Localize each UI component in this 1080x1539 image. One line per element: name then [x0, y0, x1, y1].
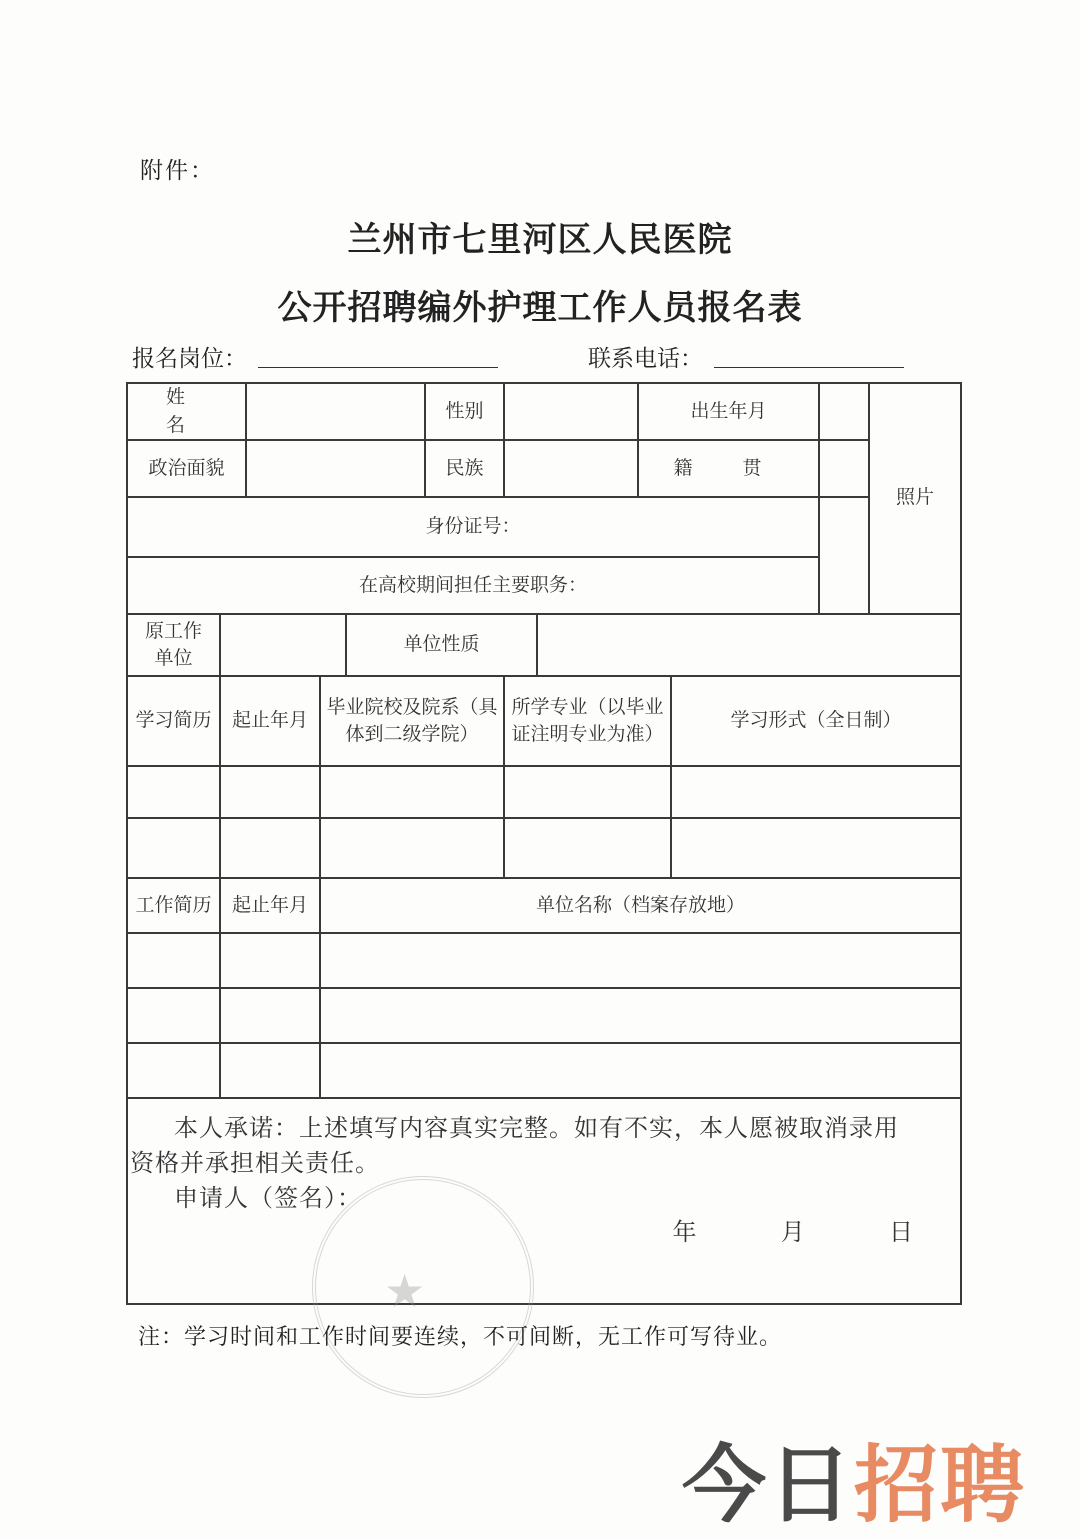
phone-label: 联系电话： — [588, 346, 703, 372]
promise-cell — [127, 1098, 961, 1304]
watermark-text-dark: 今日 — [682, 1436, 855, 1534]
name-label: 姓 名 — [127, 383, 246, 440]
post-label: 报名岗位： — [132, 346, 247, 372]
study-form-cell[interactable] — [671, 766, 961, 818]
title-line-1: 兰州市七里河区人民医院 — [347, 220, 733, 260]
promise-text-1: 本人承诺：上述填写内容真实完整。如有不实，本人愿被取消录用 — [174, 1114, 899, 1143]
watermark-text-accent: 招聘 — [854, 1436, 1027, 1534]
native-place-value-cell[interactable] — [819, 440, 869, 497]
applicant-sign-label[interactable]: 申请人（签名）： — [174, 1183, 362, 1212]
study-period-cell[interactable] — [220, 818, 320, 878]
work-period-cell[interactable] — [220, 988, 320, 1043]
photo-cell[interactable] — [869, 383, 961, 614]
work-row — [127, 933, 961, 988]
native-place-label: 籍 贯 — [638, 440, 819, 497]
major-header: 所学专业（以毕业证注明专业为准） — [504, 676, 671, 766]
date-year: 年 — [672, 1218, 698, 1247]
study-history-label: 学习简历 — [127, 676, 220, 766]
work-history-label: 工作简历 — [127, 878, 220, 933]
school-cell[interactable] — [320, 818, 504, 878]
phone-input-line[interactable] — [714, 366, 904, 368]
politics-value-cell[interactable] — [246, 440, 425, 497]
title-line-2: 公开招聘编外护理工作人员报名表 — [277, 288, 803, 328]
study-cell[interactable] — [127, 766, 220, 818]
registration-form-table — [126, 382, 962, 1305]
school-header: 毕业院校及院系（具体到二级学院） — [320, 676, 504, 766]
politics-label: 政治面貌 — [127, 440, 246, 497]
prev-unit-value-cell[interactable] — [220, 614, 346, 676]
unit-name-header: 单位名称（档案存放地） — [320, 878, 961, 933]
date-day: 日 — [889, 1218, 915, 1247]
major-cell[interactable] — [504, 766, 671, 818]
study-form-cell[interactable] — [671, 818, 961, 878]
unit-name-cell[interactable] — [320, 988, 961, 1043]
date-month: 月 — [780, 1218, 806, 1247]
college-duty-cell[interactable]: 在高校期间担任主要职务： — [127, 557, 819, 614]
prev-unit-label: 原工作 单位 — [127, 614, 220, 676]
study-period-header: 起止年月 — [220, 676, 320, 766]
id-number-cell[interactable]: 身份证号： — [127, 497, 819, 557]
ethnicity-value-cell[interactable] — [504, 440, 638, 497]
date-row — [130, 1215, 958, 1250]
study-row — [127, 818, 961, 878]
birth-value-cell[interactable] — [819, 383, 869, 440]
name-value-cell[interactable] — [246, 383, 425, 440]
school-cell[interactable] — [320, 766, 504, 818]
gender-label: 性别 — [425, 383, 504, 440]
promise-text-2: 资格并承担相关责任。 — [130, 1148, 380, 1177]
study-row — [127, 766, 961, 818]
seal-star-icon: ★ — [384, 1264, 426, 1318]
study-form-header: 学习形式（全日制） — [671, 676, 961, 766]
work-period-header: 起止年月 — [220, 878, 320, 933]
ethnicity-label: 民族 — [425, 440, 504, 497]
study-period-cell[interactable] — [220, 766, 320, 818]
study-cell[interactable] — [127, 818, 220, 878]
major-cell[interactable] — [504, 818, 671, 878]
watermark-logo — [682, 1418, 1026, 1539]
attachment-label: 附件： — [140, 158, 215, 184]
footnote: 注：学习时间和工作时间要连续，不可间断，无工作可写待业。 — [138, 1325, 783, 1350]
gender-value-cell[interactable] — [504, 383, 638, 440]
unit-name-cell[interactable] — [320, 933, 961, 988]
work-cell[interactable] — [127, 1043, 220, 1098]
unit-nature-value-cell[interactable] — [537, 614, 961, 676]
birth-label: 出生年月 — [638, 383, 819, 440]
work-cell[interactable] — [127, 933, 220, 988]
work-row — [127, 1043, 961, 1098]
unit-nature-label: 单位性质 — [346, 614, 537, 676]
work-period-cell[interactable] — [220, 1043, 320, 1098]
work-row — [127, 988, 961, 1043]
post-input-line[interactable] — [258, 366, 498, 368]
work-cell[interactable] — [127, 988, 220, 1043]
work-period-cell[interactable] — [220, 933, 320, 988]
photo-label: 照片 — [896, 486, 935, 508]
unit-name-cell[interactable] — [320, 1043, 961, 1098]
